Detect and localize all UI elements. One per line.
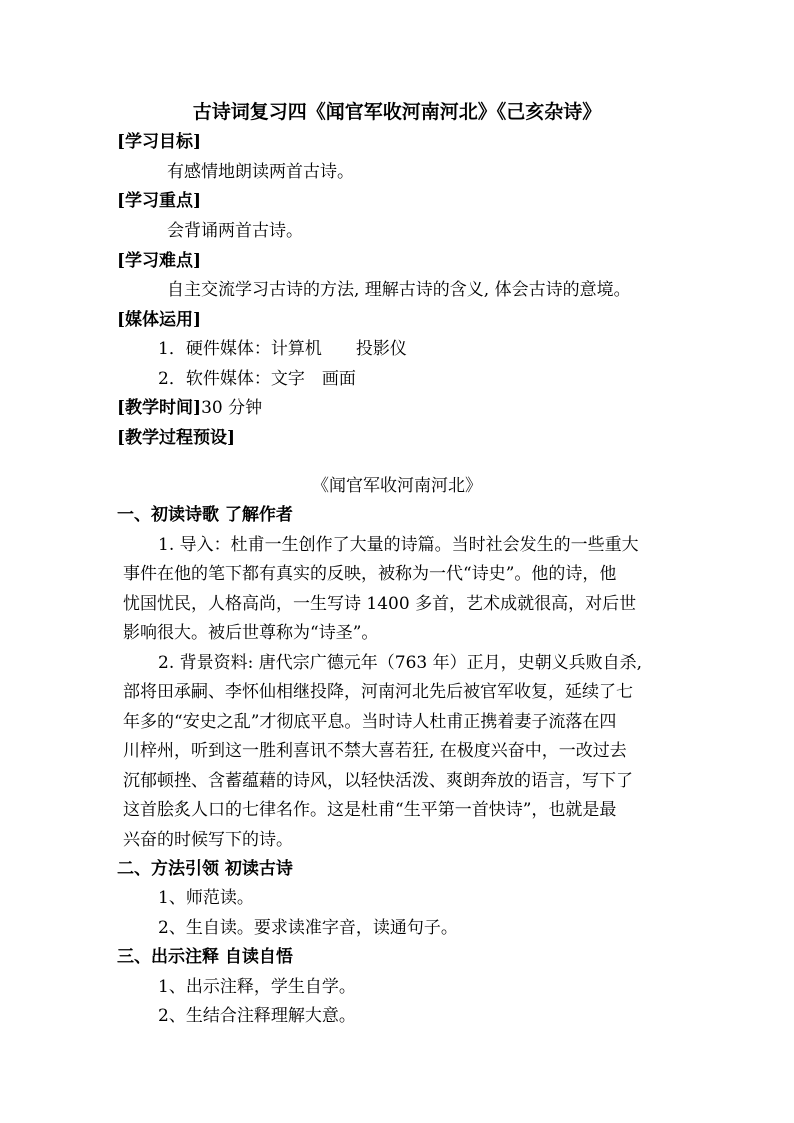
section1-para2-line: 川梓州，听到这一胜利喜讯不禁大喜若狂, 在极度兴奋中，一改过去 xyxy=(123,741,627,761)
section1-para2-line: 2. 背景资料: 唐代宗广德元年（763 年）正月，史朝义兵败自杀, xyxy=(158,653,643,673)
section1-heading: 一、初读诗歌 了解作者 xyxy=(117,505,293,525)
process-heading: [教学过程预设] xyxy=(117,428,236,448)
section1-para1-line: 1. 导入：杜甫一生创作了大量的诗篇。当时社会发生的一些重大 xyxy=(158,535,639,555)
section1-para2-line: 年多的“安史之乱”才彻底平息。当时诗人杜甫正携着妻子流落在四 xyxy=(123,712,617,732)
time-heading: [教学时间] xyxy=(117,398,202,418)
time-row xyxy=(117,397,262,419)
section1-para1-line: 事件在他的笔下都有真实的反映，被称为一代“诗史”。他的诗，他 xyxy=(123,564,617,584)
document-title: 古诗词复习四《闻官军收河南河北》《己亥杂诗》 xyxy=(192,101,602,123)
difficulties-heading: [学习难点] xyxy=(117,251,202,271)
difficulties-text: 自主交流学习古诗的方法, 理解古诗的含义, 体会古诗的意境。 xyxy=(167,280,631,300)
section2-item: 2、生自读。要求读准字音，读通句子。 xyxy=(158,918,458,938)
media-item-software: 2．软件媒体：文字 画面 xyxy=(158,369,356,389)
keypoints-text: 会背诵两首古诗。 xyxy=(167,221,303,241)
time-value: 30 分钟 xyxy=(201,398,263,418)
media-item-hardware: 1．硬件媒体：计算机 投影仪 xyxy=(158,339,407,359)
keypoints-heading: [学习重点] xyxy=(117,191,202,211)
section3-item: 2、生结合注释理解大意。 xyxy=(158,1006,356,1026)
section3-heading: 三、出示注释 自读自悟 xyxy=(117,947,293,967)
section2-item: 1、师范读。 xyxy=(158,888,254,908)
objectives-text: 有感情地朗读两首古诗。 xyxy=(167,162,354,182)
section1-para1-line: 影响很大。被后世尊称为“诗圣”。 xyxy=(123,623,379,643)
objectives-heading: [学习目标] xyxy=(117,132,202,152)
section1-para1-line: 忧国忧民，人格高尚，一生写诗 1400 多首，艺术成就很高，对后世 xyxy=(123,594,637,614)
section2-heading: 二、方法引领 初读古诗 xyxy=(117,859,293,879)
section1-para2-line: 沉郁顿挫、含蓄蕴藉的诗风，以轻快活泼、爽朗奔放的语言，写下了 xyxy=(123,771,633,791)
section1-para2-line: 部将田承嗣、李怀仙相继投降，河南河北先后被官军收复，延续了七 xyxy=(123,682,633,702)
section1-para2-line: 这首脍炙人口的七律名作。这是杜甫“生平第一首快诗”，也就是最 xyxy=(123,800,617,820)
section1-para2-line: 兴奋的时候写下的诗。 xyxy=(123,830,293,850)
media-heading: [媒体运用] xyxy=(117,310,202,330)
poem-title: 《闻官军收河南河北》 xyxy=(312,476,482,496)
section3-item: 1、出示注释，学生自学。 xyxy=(158,977,356,997)
